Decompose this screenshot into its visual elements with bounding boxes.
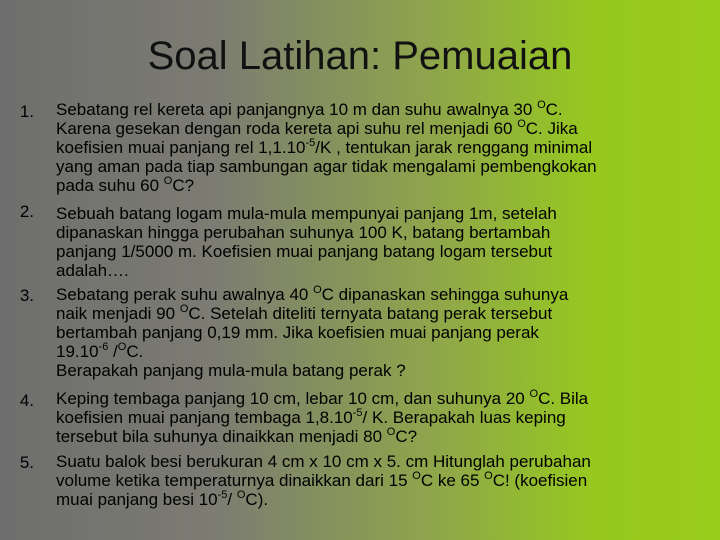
superscript: -5 bbox=[217, 489, 228, 501]
item-line: dipanaskan hingga perubahan suhunya 100 K, batang bertambah bbox=[56, 223, 551, 242]
slide-title: Soal Latihan: Pemuaian bbox=[147, 34, 573, 78]
superscript: -6 bbox=[98, 341, 109, 353]
item-line: muai panjang besi $10^{-5}/$ $^O$C). bbox=[56, 489, 269, 509]
item-line: adalah…. bbox=[56, 261, 129, 280]
superscript: O bbox=[236, 489, 246, 501]
superscript: O bbox=[386, 426, 396, 438]
superscript: O bbox=[117, 341, 127, 353]
item-line: Karena gesekan dengan roda kereta api suhu rel menjadi 60 $^O$C. Jika bbox=[56, 118, 578, 138]
item-number: 2. bbox=[19, 202, 34, 221]
exercise-item-4 bbox=[56, 389, 696, 446]
superscript: O bbox=[517, 118, 526, 130]
superscript: O bbox=[537, 99, 546, 111]
item-number: 4. bbox=[19, 391, 34, 410]
exercise-item-5 bbox=[56, 452, 696, 509]
exercise-item-1 bbox=[56, 100, 696, 195]
item-line: koefisien muai panjang tembaga $1,8.10^{-5}/$ K. Berapakah luas keping bbox=[56, 407, 566, 427]
item-line: bertambah panjang 0,19 mm. Jika koefisien muai panjang perak bbox=[56, 323, 539, 342]
item-line: Sebuah batang logam mula-mula mempunyai panjang 1m, setelah bbox=[56, 204, 557, 223]
item-number: 3. bbox=[19, 286, 34, 305]
exercise-item-2 bbox=[56, 204, 696, 280]
item-line: $19.10^{-6}$ /$^O$C. bbox=[56, 341, 144, 361]
superscript: O bbox=[412, 470, 421, 482]
item-line: tersebut bila suhunya dinaikkan menjadi 80 $^O$C? bbox=[56, 426, 418, 446]
item-line: Sebatang rel kereta api panjangnya 10 m dan suhu awalnya 30 $^O$C. bbox=[56, 99, 563, 119]
item-line: koefisien muai panjang rel $1,1.10^{-5}/K$ , tentukan jarak renggang minimal bbox=[56, 137, 593, 157]
superscript: O bbox=[163, 175, 173, 187]
item-line: pada suhu 60 $^O$C? bbox=[56, 175, 195, 195]
superscript: O bbox=[179, 303, 189, 315]
item-line: volume ketika temperaturnya dinaikkan dari 15 $^O$C ke 65 $^O$C! (koefisien bbox=[56, 470, 588, 490]
item-line: Berapakah panjang mula-mula batang perak ? bbox=[56, 361, 406, 380]
item-line: yang aman pada tiap sambungan agar tidak mengalami pembengkokan bbox=[56, 157, 597, 176]
item-number: 5. bbox=[19, 453, 34, 472]
item-number: 1. bbox=[19, 102, 34, 121]
superscript: O bbox=[313, 284, 322, 296]
item-line: naik menjadi 90 $^O$C. Setelah diteliti ternyata batang perak tersebut bbox=[56, 303, 553, 323]
item-line: Keping tembaga panjang 10 cm, lebar 10 cm, dan suhunya 20 $^O$C. Bila bbox=[56, 388, 589, 408]
item-line: Suatu balok besi berukuran 4 cm x 10 cm x 5. cm Hitunglah perubahan bbox=[56, 452, 591, 471]
item-line: Sebatang perak suhu awalnya 40 $^O$C dipanaskan sehingga suhunya bbox=[56, 284, 569, 304]
exercise-item-3 bbox=[56, 285, 696, 380]
superscript: -5 bbox=[352, 407, 363, 419]
superscript: O bbox=[484, 470, 493, 482]
superscript: -5 bbox=[305, 137, 316, 149]
superscript: O bbox=[529, 388, 539, 400]
item-line: panjang 1/5000 m. Koefisien muai panjang batang logam tersebut bbox=[56, 242, 553, 261]
